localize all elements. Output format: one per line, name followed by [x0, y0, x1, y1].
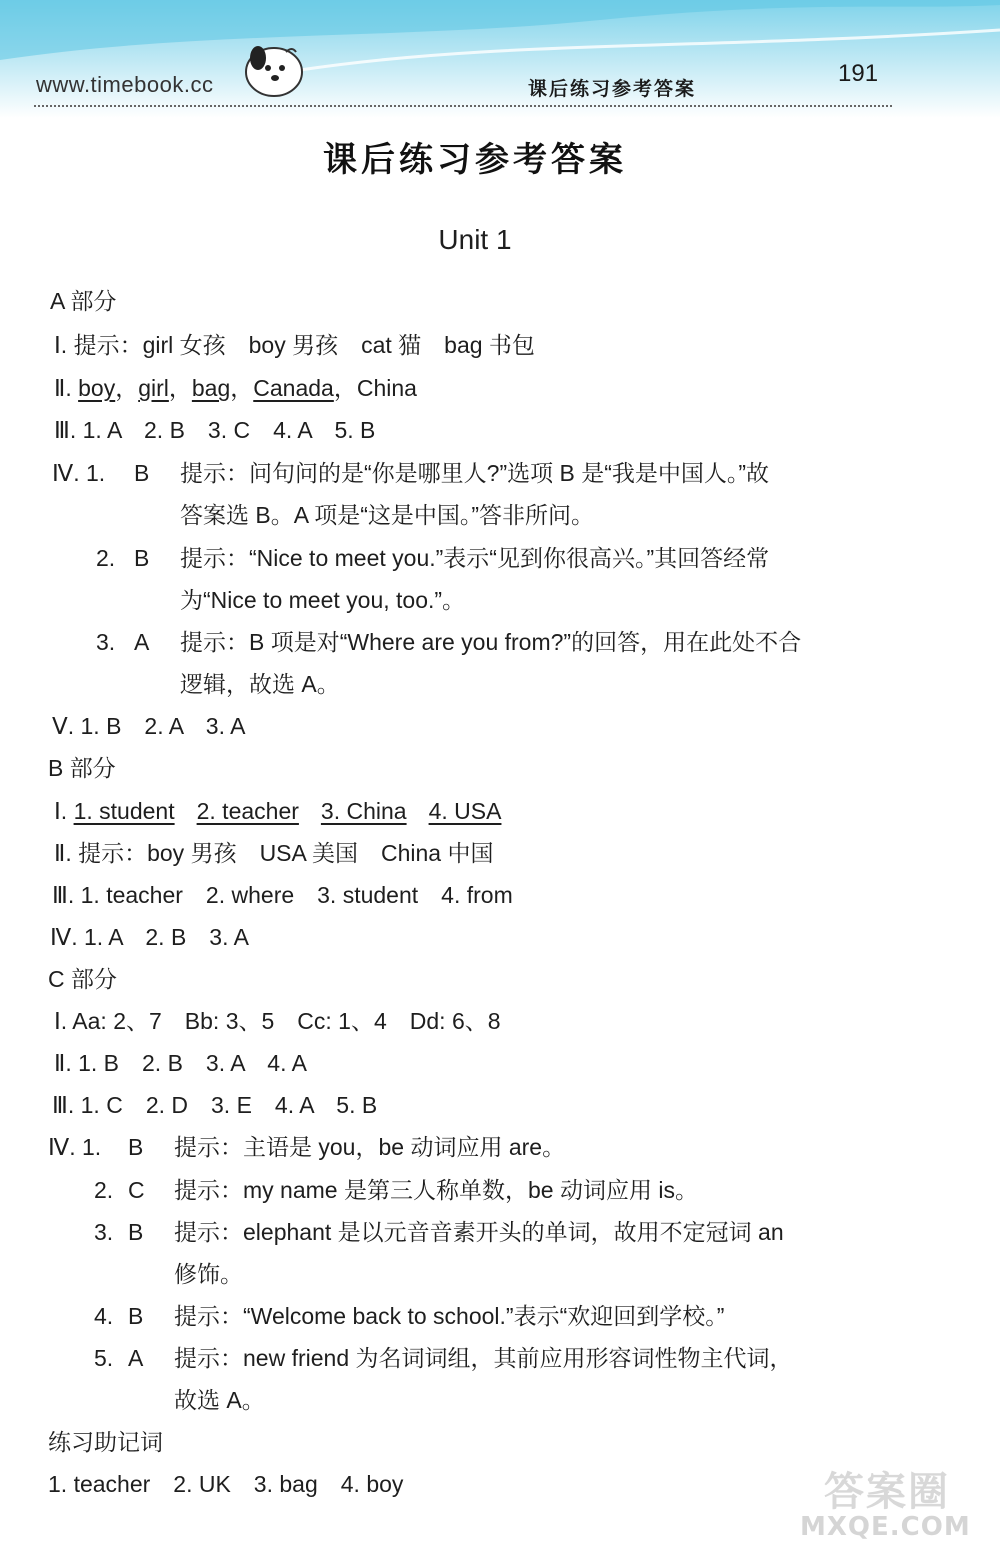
section-c-q4-3-num: 3.	[94, 1219, 114, 1245]
section-a-q4-2-answer: B	[134, 545, 150, 571]
section-c-title: C 部分	[48, 966, 117, 992]
section-a-q5: Ⅴ. 1. B 2. A 3. A	[52, 713, 246, 739]
section-c-q4-2-num: 2.	[94, 1177, 114, 1203]
section-c-q2: Ⅱ. 1. B 2. B 3. A 4. A	[54, 1050, 307, 1076]
watermark-domain: MXQE.COM	[800, 1512, 971, 1542]
section-c-q4-2-hint: 提示：my name 是第三人称单数，be 动词应用 is。	[174, 1177, 698, 1203]
section-b-q4: Ⅳ. 1. A 2. B 3. A	[50, 924, 249, 950]
mnemonic-answers: 1. teacher 2. UK 3. bag 4. boy	[48, 1471, 404, 1497]
section-a-q3: Ⅲ. 1. A 2. B 3. C 4. A 5. B	[54, 417, 376, 443]
section-a-title: A 部分	[50, 288, 117, 314]
header-divider	[34, 105, 892, 107]
section-c-q4-5-num: 5.	[94, 1345, 114, 1371]
section-a-q4-2-hint: 提示：“Nice to meet you.”表示“见到你很高兴。”其回答经常	[180, 545, 770, 571]
header-wave-decoration	[0, 0, 1000, 118]
watermark-logo	[800, 1460, 990, 1545]
section-a-q4-3-num: 3.	[96, 629, 116, 655]
section-c-q3: Ⅲ. 1. C 2. D 3. E 4. A 5. B	[52, 1092, 378, 1118]
section-c-q4-1-num: Ⅳ. 1.	[48, 1134, 102, 1160]
page-number: 191	[838, 60, 879, 87]
section-c-q4-4-answer: B	[128, 1303, 144, 1329]
section-a-q4-3-hint-cont: 逻辑，故选 A。	[180, 671, 340, 697]
mnemonic-title: 练习助记词	[48, 1429, 163, 1455]
section-b-q2: Ⅱ. 提示：boy 男孩 USA 美国 China 中国	[54, 840, 494, 866]
section-a-q4-2-num: 2.	[96, 545, 116, 571]
section-a-q4-2-hint-cont: 为“Nice to meet you, too.”。	[180, 587, 466, 613]
mascot-dog-icon	[240, 38, 308, 98]
site-url: www.timebook.cc	[36, 72, 214, 97]
section-c-q4-5-hint: 提示：new friend 为名词词组，其前应用形容词性物主代词，	[174, 1345, 793, 1371]
section-c-q4-1-hint: 提示：主语是 you，be 动词应用 are。	[174, 1134, 566, 1160]
section-a-q4-3-hint: 提示：B 项是对“Where are you from?”的回答，用在此处不合	[180, 629, 802, 655]
section-c-q4-1-answer: B	[128, 1134, 144, 1160]
section-c-q4-3-answer: B	[128, 1219, 144, 1245]
section-c-q4-3-hint: 提示：elephant 是以元音音素开头的单词，故用不定冠词 an	[174, 1219, 784, 1245]
section-b-q1: Ⅰ. 1. student 2. teacher 3. China 4. USA	[54, 798, 502, 824]
watermark-text: 答案圈	[824, 1469, 950, 1515]
section-a-q4-3-answer: A	[134, 629, 150, 655]
page-title: 课后练习参考答案	[323, 140, 627, 180]
section-a-q1: Ⅰ. 提示：girl 女孩 boy 男孩 cat 猫 bag 书包	[54, 332, 535, 358]
section-c-q4-3-hint-cont: 修饰。	[174, 1261, 243, 1287]
section-a-q4-1-num: Ⅳ. 1.	[52, 460, 106, 486]
section-c-q4-5-answer: A	[128, 1345, 144, 1371]
unit-title: Unit 1	[438, 224, 512, 255]
section-c-q1: Ⅰ. Aa: 2、7 Bb: 3、5 Cc: 1、4 Dd: 6、8	[54, 1008, 501, 1034]
section-c-q4-4-hint: 提示：“Welcome back to school.”表示“欢迎回到学校。”	[174, 1303, 725, 1329]
section-b-q3: Ⅲ. 1. teacher 2. where 3. student 4. from	[52, 882, 513, 908]
section-a-q2: Ⅱ. boy，girl，bag，Canada，China	[54, 375, 417, 401]
section-b-title: B 部分	[48, 755, 116, 781]
running-title: 课后练习参考答案	[528, 78, 697, 100]
section-c-q4-4-num: 4.	[94, 1303, 114, 1329]
section-c-q4-5-hint-cont: 故选 A。	[174, 1387, 265, 1413]
section-a-q4-1-answer: B	[134, 460, 150, 486]
section-a-q4-1-hint: 提示：问句问的是“你是哪里人?”选项 B 是“我是中国人。”故	[180, 460, 770, 486]
section-a-q4-1-hint-cont: 答案选 B。A 项是“这是中国。”答非所问。	[180, 502, 595, 528]
section-c-q4-2-answer: C	[128, 1177, 145, 1203]
